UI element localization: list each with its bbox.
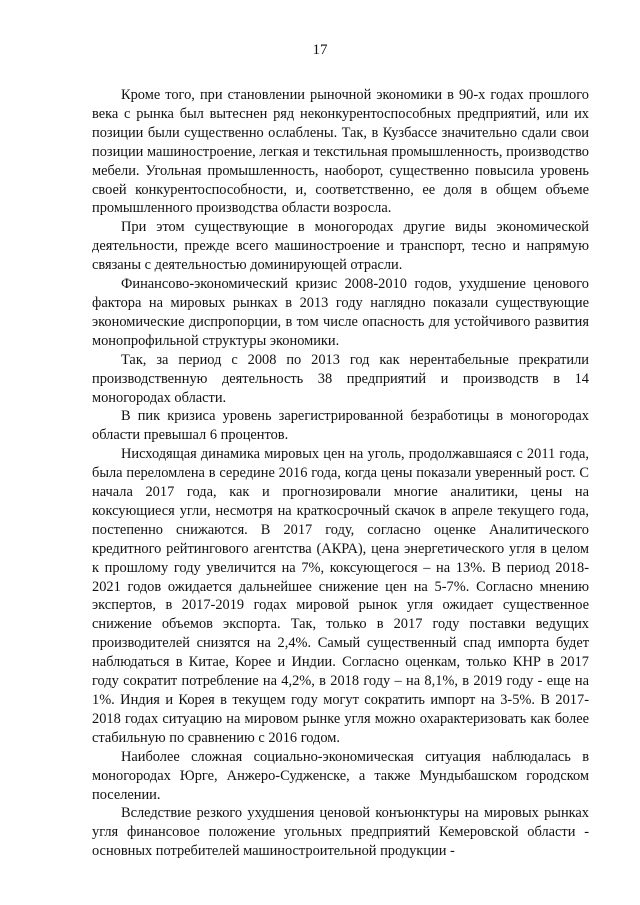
paragraph-closed-enterprises: Так, за период с 2008 по 2013 год как нерентабельные прекратили производственную деятельность 38 предприятий и производств в 14 моногородах области.	[92, 351, 589, 406]
paragraph-coal-market-consequences: Вследствие резкого ухудшения ценовой конъюнктуры на мировых рынках угля финансовое положение угольных предприятий Кемеровской области - основных потребителей машиностроительной продукции -	[92, 805, 589, 860]
paragraph-unemployment: В пик кризиса уровень зарегистрированной безработицы в моногородах области превышал 6 процентов.	[92, 408, 589, 444]
paragraph-market-economy: Кроме того, при становлении рыночной экономики в 90-х годах прошлого века с рынка был вытеснен ряд неконкурентоспособных предприятий, или их позиции были существенно ослаблены. Так, в Кузбассе значительно сдали свои позиции машиностроение, легкая и текстильная промышленность, производство мебели. Угольная промышленность, наоборот, существенно повысила уровень своей конкурентоспособности, и, соответственно, ее доля в общем объеме промышленного производства области возросла.	[92, 87, 589, 217]
document-body	[92, 86, 589, 861]
page-number: 17	[312, 42, 328, 58]
paragraph-coal-prices: Нисходящая динамика мировых цен на уголь, продолжавшаяся с 2011 года, была переломлена в середине 2016 года, когда цены показали уверенный рост. С начала 2017 года, как и прогнозировали многие аналитики, цены на коксующиеся угли, несмотря на краткосрочный скачок в апреле текущего года, постепенно снижаются. В 2017 году, согласно оценке Аналитического кредитного рейтингового агентства (АКРА), цена энергетического угля в целом к прошлому году увеличится на 7%, коксующегося – на 13%. В период 2018-2021 годов ожидается дальнейшее снижение цен на 5-7%. Согласно мнению экспертов, в 2017-2019 годах мировой рынок угля ожидает существенное снижение объемов экспорта. Так, только в 2017 году поставки ведущих производителей снизятся на 2,4%. Самый существенный спад импорта будет наблюдаться в Китае, Корее и Индии. Согласно оценкам, только КНР в 2017 году сократит потребление на 4,2%, в 2018 году – на 8,1%, в 2019 году - еще на 1%. Индия и Корея в текущем году могут сократить импорт на 3-5%. В 2017-2018 годах ситуацию на мировом рынке угля можно охарактеризовать как более стабильную по сравнению с 2016 годом.	[92, 446, 589, 746]
paragraph-financial-crisis: Финансово-экономический кризис 2008-2010 годов, ухудшение ценового фактора на мировых рынках в 2013 году наглядно показали существующие экономические диспропорции, в том числе опасность для устойчивого развития монопрофильной структуры экономики.	[92, 276, 589, 349]
paragraph-difficult-situation: Наиболее сложная социально-экономическая ситуация наблюдалась в моногородах Юрге, Анжеро-Судженске, а также Мундыбашском городском поселении.	[92, 748, 589, 803]
paragraph-monotowns-industries: При этом существующие в моногородах другие виды экономической деятельности, прежде всего машиностроение и транспорт, тесно и напрямую связаны с деятельностью доминирующей отрасли.	[92, 219, 589, 274]
